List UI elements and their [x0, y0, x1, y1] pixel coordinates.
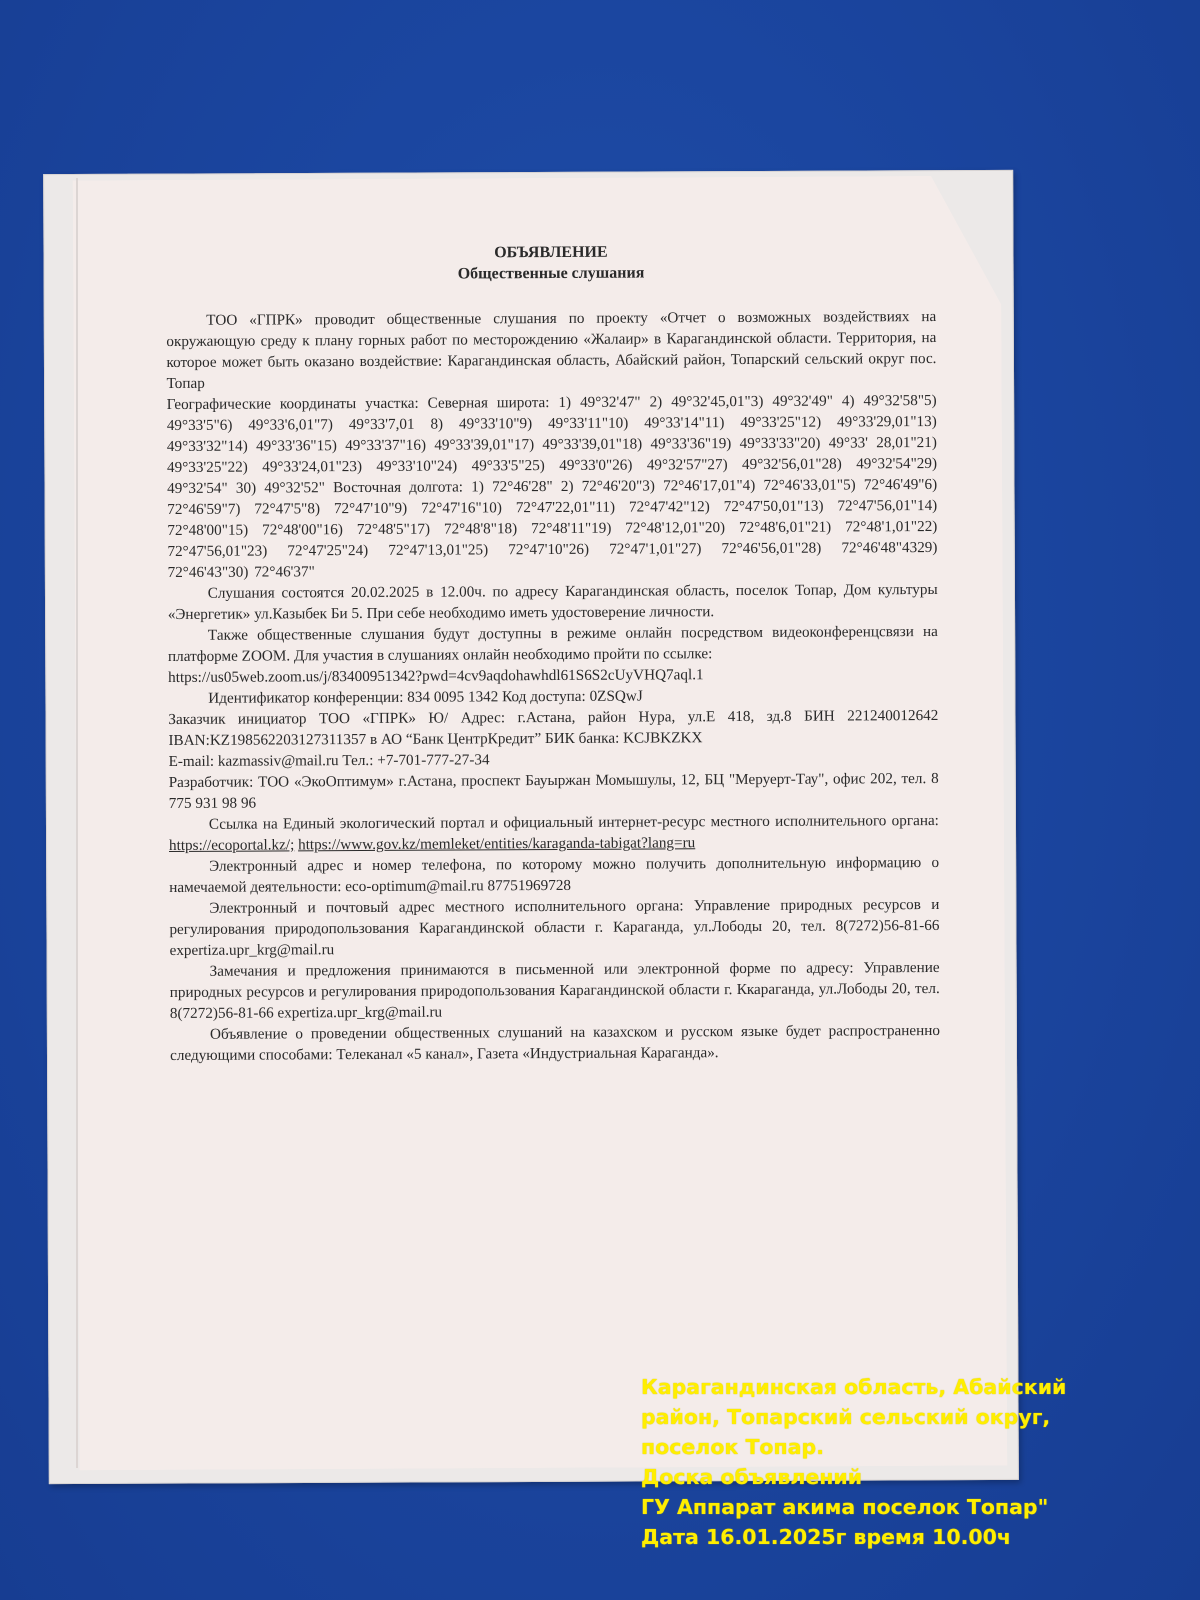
coordinates-paragraph — [167, 390, 938, 583]
intro-paragraph: ТОО «ГПРК» проводит общественные слушания по проекту «Отчет о возможных воздействиях на окружающую среду к плану горных работ по месторождению «Жалаир» в Карагандинской области. Территория, на которое может быть оказано воздействие: Карагандинская область, Абайский район, Топарский сельский округ пос. Топар — [166, 307, 937, 393]
customer-paragraph: Заказчик инициатор ТОО «ГПРК» Ю/ Адрес: г.Астана, район Нура, ул.Е 418, зд.8 БИН 221240012642 IBAN:KZ198562203127311357 в АО “Банк ЦентрКредит” БИК банка: KCJBKZKX — [168, 706, 939, 750]
developer-paragraph: Разработчик: ТОО «ЭкоОптимум» г.Астана, проспект Бауыржан Момышулы, 12, БЦ "Меруерт-Тау", офис 202, тел. 8 775 931 98 96 — [168, 769, 939, 813]
coordinates-values: Северная широта: 1) 49°32'47" 2) 49°32'45,01"3) 49°32'49" 4) 49°32'58"5) 49°33'5"6) 49°33'6,01"7) 49°33'7,01 8) 49°33'10"9) 49°33'11"10) 49°33'14"11) 49°33'25"12) 49°33'29,01"13) 49°33'32"14) 49°33'36"15) 49°33'37"16) 49°33'39,01"17) 49°33'39,01"18) 49°33'36"19) 49°33'33"20) 49°33' 28,01"21) 49°33'25"22) 49°33'24,01"23) 49°33'10"24) 49°33'5"25) 49°33'0"26) 49°32'57"27) 49°32'56,01"28) 49°32'54"29) 49°32'54" 30) 49°32'52" Восточная долгота: 1) 72°46'28" 2) 72°46'20"3) 72°46'17,01"4) 72°46'33,01"5) 72°46'49"6) 72°46'59"7) 72°47'5"8) 72°47'10"9) 72°47'16"10) 72°47'22,01"11) 72°47'42"12) 72°47'50,01"13) 72°47'56,01"14) 72°48'00"15) 72°48'00"16) 72°48'5"17) 72°48'8"18) 72°48'11"19) 72°48'12,01"20) 72°48'6,01"21) 72°48'1,01"22) 72°47'56,01"23) 72°47'25"24) 72°47'13,01"25) 72°47'10"26) 72°47'1,01"27) 72°46'56,01"28) 72°46'48"4329) 72°46'43"30) 72°46'37" — [166, 391, 938, 582]
contact-info-paragraph: Электронный адрес и номер телефона, по которому можно получить дополнительную информацию о намечаемой деятельности: eco-optimum@mail.ru 87751969728 — [169, 853, 940, 897]
portal-text: Ссылка на Единый экологический портал и официальный интернет-ресурс местного исполнительного органа: — [208, 811, 939, 833]
local-body-paragraph: Электронный и почтовый адрес местного исполнительного органа: Управление природных ресурсов и регулирования природопользования Карагандинской области г. Караганда, ул.Лободы 20, тел. 8(7272)56-81-66 expertiza.upr_krg@mail.ru — [169, 895, 940, 960]
remarks-paragraph: Замечания и предложения принимаются в письменной или электронной форме по адресу: Управление природных ресурсов и регулирования природопользования Карагандинской области г. Ккараганда, ул.Лободы 20, тел. 8(7272)56-81-66 expertiza.upr_krg@mail.ru — [169, 958, 940, 1023]
caption-line-2: район, Топарский сельский округ, — [641, 1405, 1051, 1429]
caption-line-6: Дата 16.01.2025г время 10.00ч — [641, 1525, 1012, 1549]
photo-caption — [641, 1372, 1181, 1552]
caption-line-4: Доска объявлений — [641, 1465, 863, 1489]
caption-line-1: Карагандинская область, Абайский — [641, 1375, 1067, 1399]
caption-line-5: ГУ Аппарат акима поселок Топар" — [641, 1495, 1049, 1519]
coordinates-label: Географические координаты участка: — [166, 394, 419, 414]
distribution-paragraph: Объявление о проведении общественных слушаний на казахском и русском языке будет распространенно следующими способами: Телеканал «5 канал», Газета «Индустриальная Караганда». — [170, 1021, 941, 1065]
conference-id: Идентификатор конференции: 834 0095 1342 Код доступа: 0ZSQwJ — [208, 687, 643, 707]
notice-document — [166, 240, 940, 1066]
notice-subtitle: Общественные слушания — [457, 264, 645, 283]
govkz-link[interactable]: https://www.gov.kz/memleket/entities/karaganda-tabigat?lang=ru — [298, 834, 696, 854]
online-paragraph: Также общественные слушания будут доступны в режиме онлайн посредством видеоконференцсвязи на платформе ZOOM. Для участия в слушаниях онлайн необходимо пройти по ссылке: — [167, 622, 938, 666]
customer-contacts: E-mail: kazmassiv@mail.ru Тел.: +7-701-777-27-34 — [168, 751, 490, 771]
ecoportal-link[interactable]: https://ecoportal.kz/; — [168, 836, 295, 855]
caption-line-3: поселок Топар. — [641, 1435, 824, 1459]
zoom-link[interactable]: https://us05web.zoom.us/j/83400951342?pwd=4cv9aqdohawhdl61S6S2cUyVHQ7aql.1 — [168, 666, 704, 687]
hearing-paragraph: Слушания состоятся 20.02.2025 в 12.00ч. по адресу Карагандинская область, поселок Топар, Дом культуры «Энергетик» ул.Казыбек Би 5. При себе необходимо иметь удостоверение личности. — [167, 580, 938, 624]
portal-paragraph — [169, 810, 939, 856]
notice-title: ОБЪЯВЛЕНИЕ — [494, 243, 608, 262]
